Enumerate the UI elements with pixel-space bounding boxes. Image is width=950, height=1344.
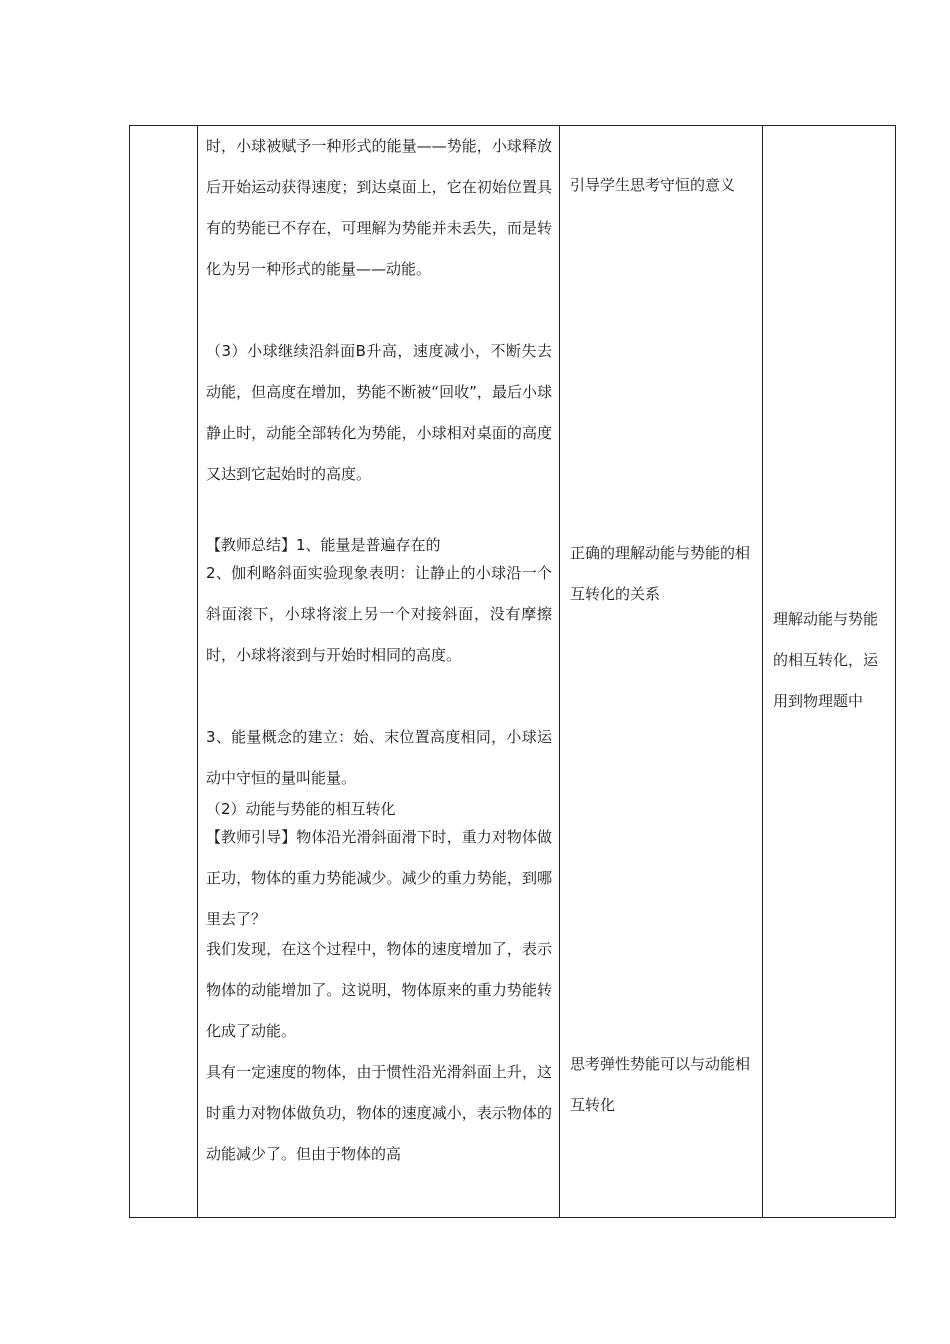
paragraph: （2）动能与势能的相互转化: [206, 800, 396, 818]
paragraph: 【教师总结】1、能量是普遍存在的: [206, 536, 441, 554]
student-note: 引导学生思考守恒的意义: [570, 176, 736, 194]
lesson-table: [129, 125, 896, 1218]
student-note: 思考弹性势能可以与动能相互转化: [570, 1055, 751, 1114]
paragraph: 具有一定速度的物体，由于惯性沿光滑斜面上升，这时重力对物体做负功，物体的速度减小，表示物体的动能减少了。但由于物体的高: [206, 1063, 552, 1163]
intent-note: 理解动能与势能的相互转化，运用到物理题中: [773, 610, 879, 710]
paragraph: 我们发现，在这个过程中，物体的速度增加了，表示物体的动能增加了。这说明，物体原来的重力势能转化成了动能。: [206, 940, 552, 1040]
teaching-content-column: [198, 126, 560, 1217]
design-intent-column: [763, 126, 895, 1217]
student-activity-column: [560, 126, 763, 1217]
student-note: 正确的理解动能与势能的相互转化的关系: [570, 544, 751, 603]
paragraph: 时，小球被赋予一种形式的能量——势能，小球释放后开始运动获得速度；到达桌面上，它在初始位置具有的势能已不存在，可理解为势能并未丢失，而是转化为另一种形式的能量——动能。: [206, 137, 552, 278]
paragraph: 2、伽利略斜面实验现象表明：让静止的小球沿一个斜面滚下，小球将滚上另一个对接斜面，没有摩擦时，小球将滚到与开始时相同的高度。: [206, 564, 552, 664]
paragraph: 【教师引导】物体沿光滑斜面滑下时，重力对物体做正功，物体的重力势能减少。减少的重力势能，到哪里去了？: [206, 828, 552, 928]
paragraph: 3、能量概念的建立：始、末位置高度相同，小球运动中守恒的量叫能量。: [206, 728, 552, 787]
paragraph: （3）小球继续沿斜面B升高，速度减小，不断失去动能，但高度在增加，势能不断被“回收”，最后小球静止时，动能全部转化为势能，小球相对桌面的高度又达到它起始时的高度。: [206, 342, 552, 483]
